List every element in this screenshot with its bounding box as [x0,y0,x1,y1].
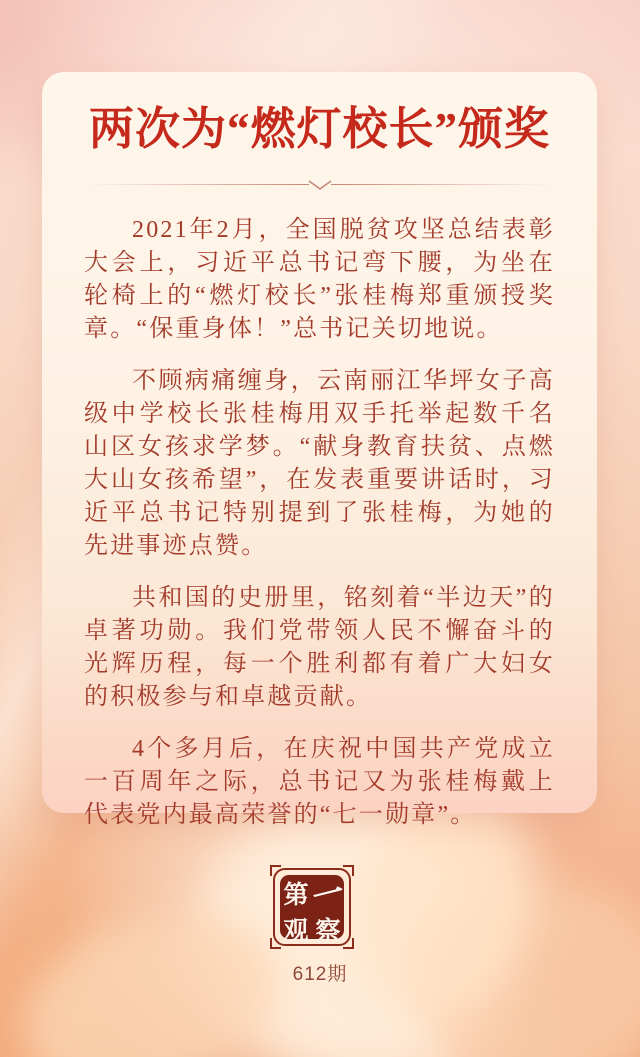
seal-char: 第 [283,882,309,909]
paragraph-2: 不顾病痛缠身，云南丽江华坪女子高级中学校长张桂梅用双手托举起数千名山区女孩求学梦。“献身教育扶贫、点燃大山女孩希望”，在发表重要讲话时，习近平总书记特别提到了张桂梅，为她的先进事迹点赞。 [84,368,555,560]
seal-char: 一 [309,875,348,917]
paragraph-4: 4个多月后，在庆祝中国共产党成立一百周年之际，总书记又为张桂梅戴上代表党内最高荣誉的“七一勋章”。 [84,736,555,829]
seal-corner-mark [343,938,354,949]
seal-char: 察 [315,918,341,945]
article-body [84,214,555,832]
content-card [42,72,597,829]
chevron-down-icon [308,180,332,192]
paragraph-3: 共和国的史册里，铭刻着“半边天”的卓著功勋。我们党带领人民不懈奋斗的光辉历程，每一个胜利都有着广大妇女的积极参与和卓越贡献。 [84,585,555,711]
seal-corner-mark [343,865,354,876]
page-title: 两次为“燃灯校长”颁奖 [88,104,550,154]
seal-stamp [280,875,348,945]
title-divider [88,180,551,192]
issue-number: 612期 [292,964,348,985]
paragraph-1: 2021年2月，全国脱贫攻坚总结表彰大会上，习近平总书记弯下腰，为坐在轮椅上的“燃灯校长”张桂梅郑重颁授奖章。“保重身体！”总书记关切地说。 [84,217,555,343]
divider-line [331,184,552,185]
seal-char: 观 [283,918,309,945]
seal-logo-icon [273,868,351,946]
divider-line [88,184,309,185]
brand-footer [0,868,640,986]
